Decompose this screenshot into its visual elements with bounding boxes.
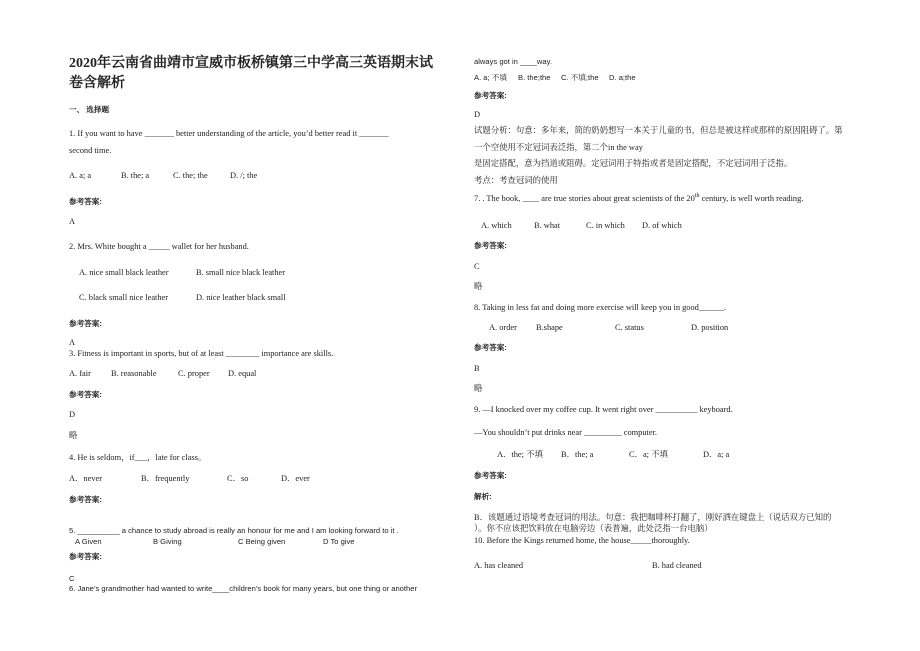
- q1-stem: 1. If you want to have _______ better understanding of the article, you’d better read it _______: [69, 129, 389, 138]
- q5-option-d: D To give: [323, 537, 355, 546]
- q6-option-a: A. a; 不填: [474, 73, 507, 82]
- q4-option-b: B．frequently: [141, 474, 190, 483]
- section-heading: 一、 选择题: [69, 105, 110, 114]
- q3-answer: D: [69, 410, 76, 419]
- q6-explanation-2: 一个空使用不定冠词表泛指，第二个in the way: [474, 143, 643, 152]
- q10-option-b: B. had cleaned: [652, 561, 702, 570]
- q9-explanation-1: B．该题通过语境考查冠词的用法。句意：我把咖啡杯打翻了，刚好洒在键盘上（说话双方已知的: [474, 513, 832, 522]
- q1-answer: A: [69, 217, 76, 226]
- q7-option-b: B. what: [534, 221, 561, 230]
- q7-option-a: A. which: [481, 221, 512, 230]
- q8-option-b: B.shape: [536, 323, 563, 332]
- q9-option-b: B．the; a: [561, 450, 594, 459]
- q8-option-a: A. order: [489, 323, 517, 332]
- q4-option-d: D．ever: [281, 474, 310, 483]
- q8-stem: 8. Taking in less fat and doing more exercise will keep you in good______.: [474, 303, 727, 312]
- q1-option-d: D. /; the: [230, 171, 258, 180]
- q3-option-c: C. proper: [178, 369, 210, 378]
- q3-answer-label: 参考答案:: [69, 390, 102, 399]
- q9-option-a: A．the; 不填: [497, 450, 543, 459]
- q3-stem: 3. Fitness is important in sports, but of at least ________ importance are skills.: [69, 349, 334, 358]
- q9-option-c: C．a; 不填: [629, 450, 668, 459]
- q2-answer-label: 参考答案:: [69, 319, 102, 328]
- q6-option-c: C. 不填;the: [561, 73, 599, 82]
- q9-answer-label: 参考答案:: [474, 471, 507, 480]
- q2-option-b: B. small nice black leather: [196, 268, 286, 277]
- q6-option-d: D. a;the: [609, 73, 636, 82]
- q5-answer: C: [69, 574, 75, 583]
- q9-explanation-label: 解析:: [474, 492, 492, 501]
- q8-option-d: D. position: [691, 323, 729, 332]
- q4-option-c: C．so: [227, 474, 249, 483]
- q4-option-a: A．never: [69, 474, 103, 483]
- q9-option-d: D．a; a: [703, 450, 730, 459]
- q6-explanation-3: 是固定搭配，意为挡道或阻碍。定冠词用于特指或者是固定搭配，不定冠词用于泛指。: [474, 159, 793, 168]
- q6-stem: 6. Jane’s grandmother had wanted to write____children’s book for many years, but one thing or another: [69, 584, 417, 593]
- q9-explanation-2: ）。你不应该把饮料放在电脑旁边（表普遍，此处泛指一台电脑）: [474, 524, 713, 533]
- q8-note: 略: [474, 384, 483, 393]
- q4-answer-label: 参考答案:: [69, 495, 102, 504]
- q2-option-a: A. nice small black leather: [79, 268, 169, 277]
- q1-answer-label: 参考答案:: [69, 197, 102, 206]
- q5-answer-label: 参考答案:: [69, 552, 102, 561]
- q3-note: 略: [69, 431, 78, 440]
- q6-answer: D: [474, 110, 481, 119]
- q2-stem: 2. Mrs. White bought a _____ wallet for her husband.: [69, 242, 249, 251]
- q6-explanation-4: 考点：考查冠词的使用: [474, 176, 558, 185]
- q3-option-b: B. reasonable: [111, 369, 157, 378]
- q6-answer-label: 参考答案:: [474, 91, 507, 100]
- q7-answer-label: 参考答案:: [474, 241, 507, 250]
- q6-option-b: B. the;the: [518, 73, 551, 82]
- q3-option-d: D. equal: [228, 369, 257, 378]
- q8-answer-label: 参考答案:: [474, 343, 507, 352]
- q7-stem: 7. . The book, ____ are true stories about great scientists of the 20th century, is well worth reading.: [474, 193, 804, 203]
- q9-stem-cont: —You shouldn’t put drinks near _________ computer.: [474, 428, 658, 437]
- q2-option-d: D. nice leather black small: [196, 293, 286, 302]
- q7-note: 略: [474, 282, 483, 291]
- doc-title-line1: 2020年云南省曲靖市宣威市板桥镇第三中学高三英语期末试: [69, 56, 433, 71]
- q8-option-c: C. status: [615, 323, 644, 332]
- q10-stem: 10. Before the Kings returned home, the house_____thoroughly.: [474, 536, 690, 545]
- q1-option-b: B. the; a: [121, 171, 150, 180]
- q1-option-c: C. the; the: [173, 171, 208, 180]
- q8-answer: B: [474, 364, 480, 373]
- q1-option-a: A. a; a: [69, 171, 92, 180]
- q7-option-c: C. in which: [586, 221, 625, 230]
- q7-answer: C: [474, 262, 480, 271]
- q3-option-a: A. fair: [69, 369, 91, 378]
- q9-stem: 9. —I knocked over my coffee cup. It went right over __________ keyboard.: [474, 405, 733, 414]
- q5-option-b: B Giving: [153, 537, 182, 546]
- q1-stem-cont: second time.: [69, 146, 112, 155]
- q6-stem-cont: always got in ____way.: [474, 57, 552, 66]
- q7-option-d: D. of which: [642, 221, 682, 230]
- q2-option-c: C. black small nice leather: [79, 293, 169, 302]
- q2-answer: A: [69, 338, 76, 347]
- q4-stem: 4. He is seldom，if___，late for class。: [69, 453, 207, 462]
- doc-title-line2: 卷含解析: [69, 76, 125, 91]
- q5-option-a: A Given: [75, 537, 102, 546]
- q5-stem: 5. __________ a chance to study abroad is really an honour for me and I am looking forward to it .: [69, 526, 399, 535]
- q10-option-a: A. has cleaned: [474, 561, 524, 570]
- q5-option-c: C Being given: [238, 537, 286, 546]
- q6-explanation-1: 试题分析：句意：多年来，简的奶奶想写一本关于儿童的书，但总是被这样或那样的原因阻碍了。第: [474, 126, 843, 135]
